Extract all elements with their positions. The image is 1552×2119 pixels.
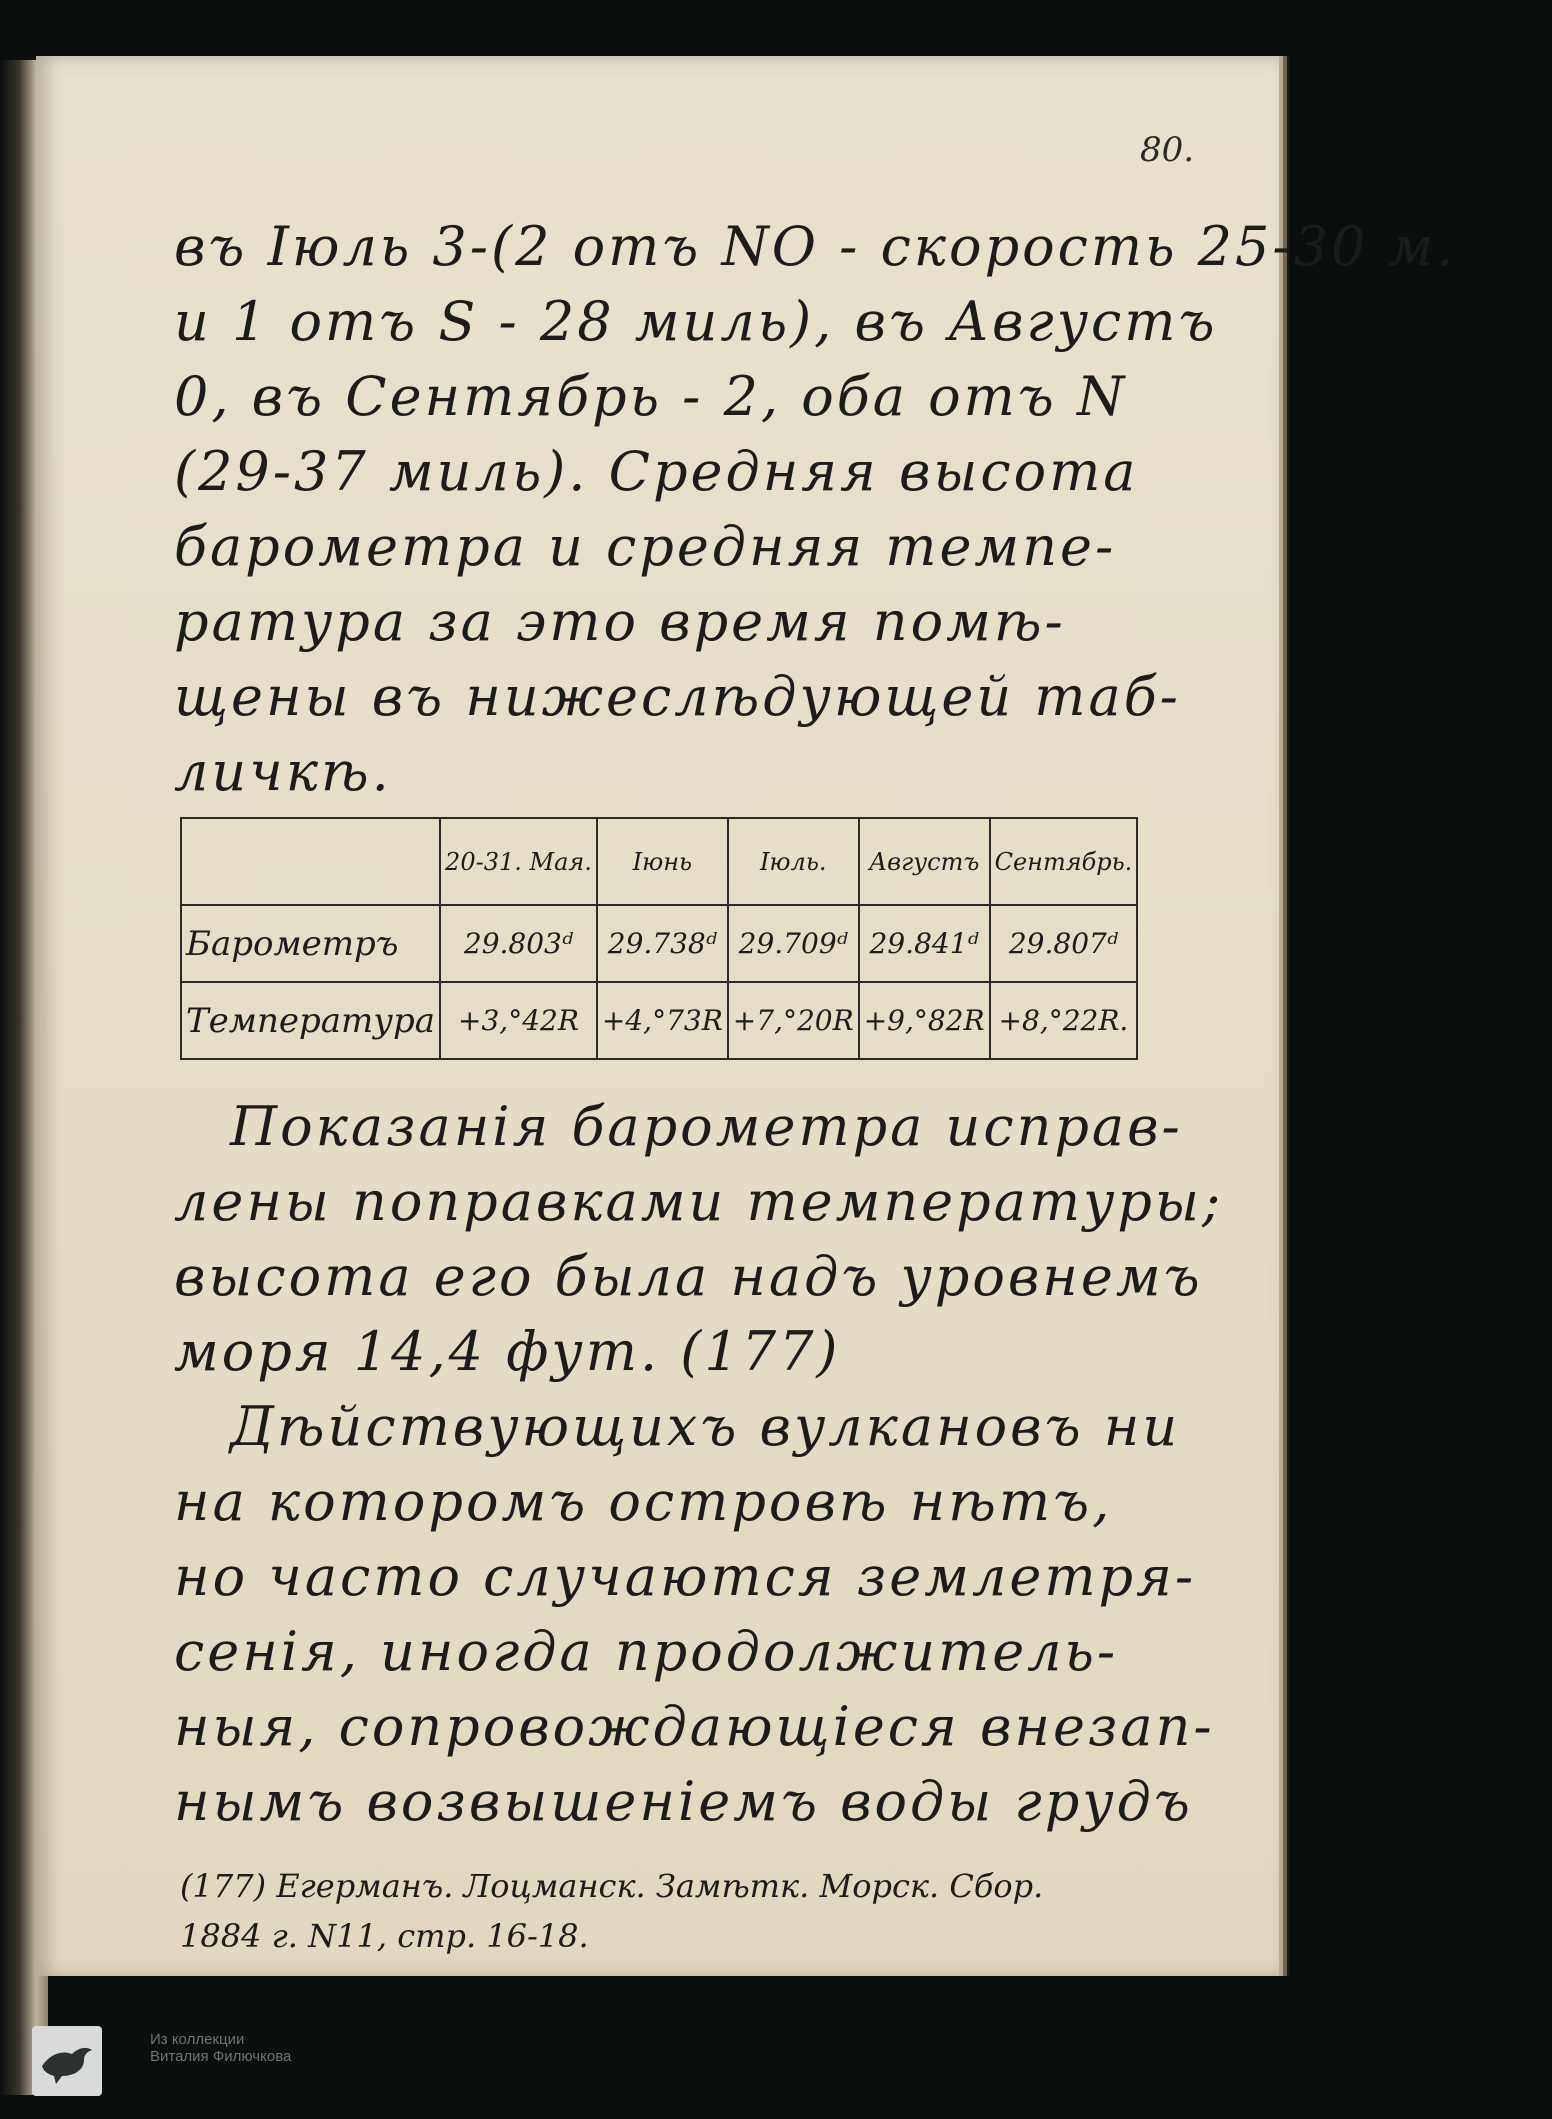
table-cell: +3,°42R [440,982,597,1059]
text-line-14: на которомъ островѣ нѣтъ, [174,1470,1113,1533]
text-line-16: сенія, иногда продолжитель- [174,1620,1119,1683]
table-header-may: 20-31. Мая. [440,818,597,905]
text-line-13: Дѣйствующихъ вулкановъ ни [230,1395,1181,1458]
watermark-line-2: Виталия Филючкова [150,2048,292,2065]
table-header-september: Сентябрь. [990,818,1138,905]
text-line-1: въ Іюль 3-(2 отъ NO - скорость 25-30 м. [174,215,1457,278]
text-line-18: нымъ возвышеніемъ воды грудъ [174,1770,1193,1833]
text-line-3: 0, въ Сентябрь - 2, оба отъ N [174,365,1128,428]
table-row [181,982,1137,1059]
table-header-empty [181,818,440,905]
text-line-7: щены въ нижеслѣдующей таб- [174,665,1181,728]
footnote-line-1: (177) Егерманъ. Лоцманск. Замѣтк. Морск. Сбор. [180,1867,1044,1905]
collection-logo [32,2026,102,2096]
watermark-line-1: Из коллекции [150,2031,245,2048]
row-label-barometer: Барометръ [181,905,440,982]
table-cell: +4,°73R [597,982,728,1059]
bird-icon [38,2036,96,2086]
text-line-10: лены поправками температуры; [174,1170,1224,1233]
table-header-july: Іюль. [728,818,859,905]
table-row [181,905,1137,982]
text-line-2: и 1 отъ S - 28 миль), въ Августъ [174,290,1218,353]
text-line-9: Показанія барометра исправ- [230,1095,1183,1158]
text-line-6: ратура за это время помѣ- [174,590,1066,653]
table-cell: +9,°82R [859,982,990,1059]
row-label-temperature: Температура [181,982,440,1059]
table-cell: 29.738ᵈ [597,905,728,982]
page-number: 80. [1140,130,1195,170]
table-header-june: Іюнь [597,818,728,905]
footnote-line-2: 1884 г. N11, стр. 16-18. [180,1917,589,1955]
text-line-11: высота его была надъ уровнемъ [174,1245,1203,1308]
text-line-4: (29-37 миль). Средняя высота [174,440,1139,503]
text-line-5: барометра и средняя темпе- [174,515,1117,578]
text-line-8: личкѣ. [174,740,392,803]
table-cell: +8,°22R. [990,982,1138,1059]
table-cell: 29.803ᵈ [440,905,597,982]
table-cell: 29.807ᵈ [990,905,1138,982]
table-cell: +7,°20R [728,982,859,1059]
text-line-17: ныя, сопровождающіеся внезап- [174,1695,1215,1758]
table-header-row [181,818,1137,905]
weather-table [180,817,1138,1060]
table-header-august: Августъ [859,818,990,905]
text-line-15: но часто случаются землетря- [174,1545,1197,1608]
table-cell: 29.841ᵈ [859,905,990,982]
table-cell: 29.709ᵈ [728,905,859,982]
text-line-12: моря 14,4 фут. (177) [174,1320,841,1383]
